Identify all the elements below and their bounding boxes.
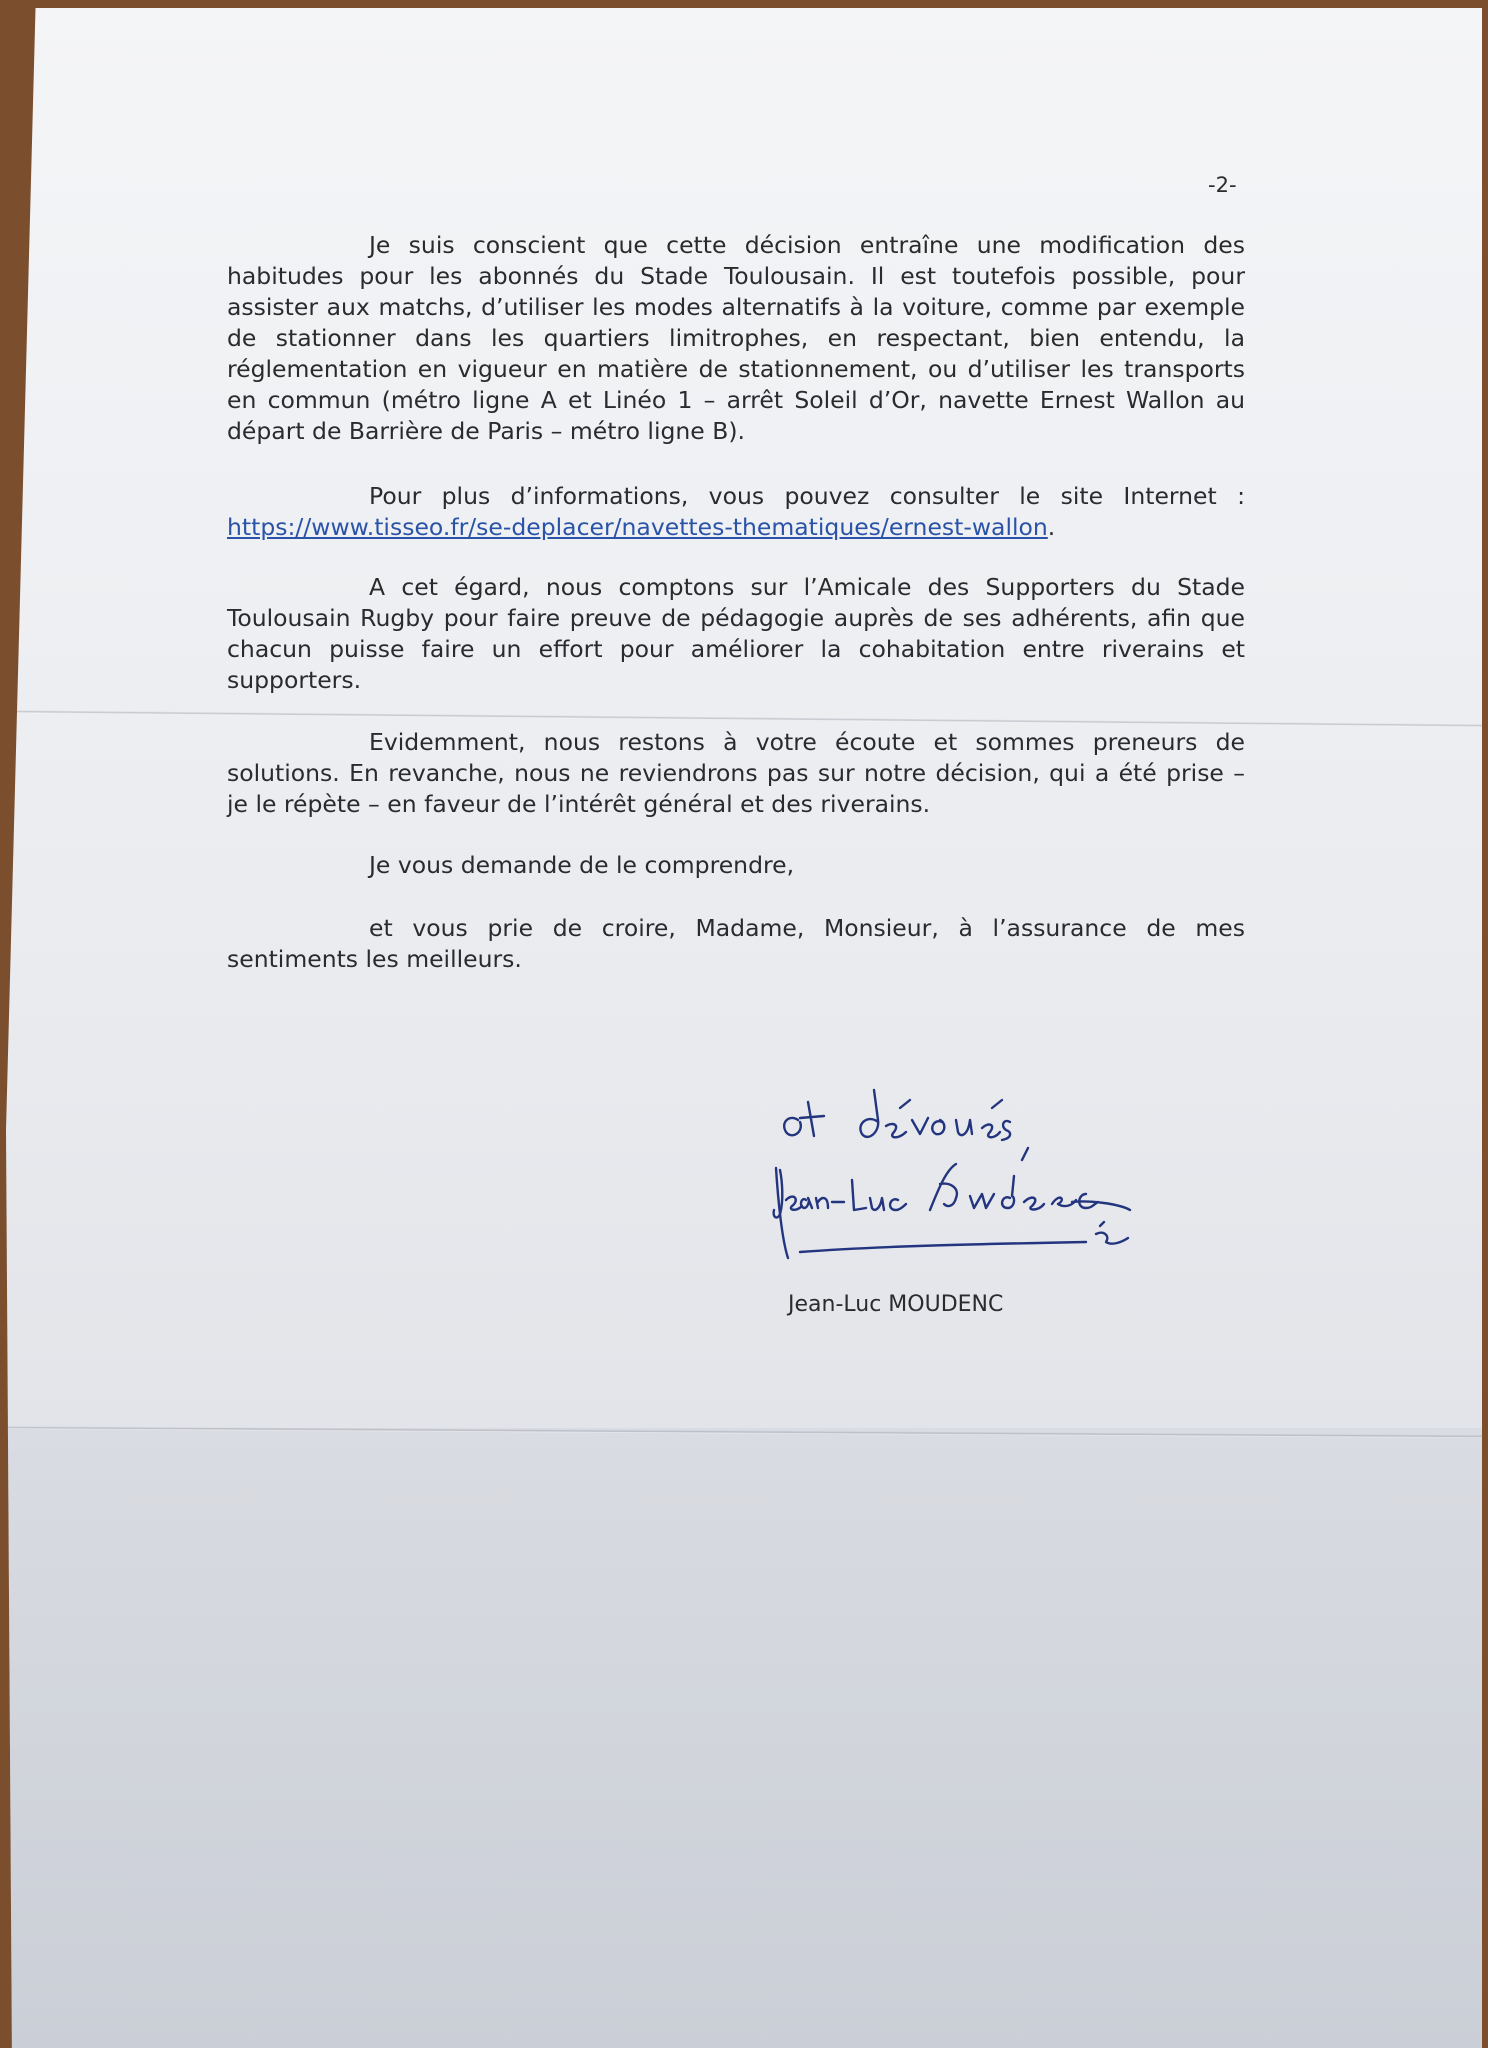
signer-name: Jean-Luc MOUDENC: [788, 1292, 1004, 1317]
paragraph-text: Je vous demande de le comprendre,: [369, 851, 795, 879]
paragraph-transport-alternatives: [227, 230, 1245, 447]
paragraph-supporters-club: [227, 572, 1245, 696]
paragraph-more-info: [227, 481, 1245, 543]
tisseo-link[interactable]: https://www.tisseo.fr/se-deplacer/navettes-thematiques/ernest-wallon: [227, 513, 1048, 541]
paragraph-decision: [227, 727, 1245, 820]
paragraph-text: et vous prie de croire, Madame, Monsieur, à l’assurance de mes sentiments les meilleurs.: [227, 914, 1245, 973]
paragraph-text: Pour plus d’informations, vous pouvez consulter le site Internet :: [369, 482, 1245, 510]
paragraph-closing-formula: [227, 913, 1245, 975]
paragraph-request: [227, 850, 1245, 881]
paragraph-text: A cet égard, nous comptons sur l’Amicale des Supporters du Stade Toulousain Rugby pour faire preuve de pédagogie auprès de ses adhérents, afin que chacun puisse faire un effort pour améliorer la cohabitation entre riverains et supporters.: [227, 573, 1245, 694]
page-number: -2-: [1208, 173, 1237, 197]
sheet-lower-shadow: [6, 1428, 1482, 2048]
handwritten-signature: [760, 1070, 1160, 1270]
paragraph-text: Je suis conscient que cette décision entraîne une modification des habitudes pour les abonnés du Stade Toulousain. Il est toutefois possible, pour assister aux matchs, d’utiliser les modes alternatifs à la voiture, comme par exemple de stationner dans les quartiers limitrophes, en respectant, bien entendu, la réglementation en vigueur en matière de stationnement, ou d’utiliser les transports en commun (métro ligne A et Linéo 1 – arrêt Soleil d’Or, navette Ernest Wallon au départ de Barrière de Paris – métro ligne B).: [227, 231, 1245, 445]
fold-crease-upper: [6, 710, 1482, 727]
paragraph-period: .: [1047, 513, 1056, 541]
paragraph-text: Evidemment, nous restons à votre écoute et sommes preneurs de solutions. En revanche, nous ne reviendrons pas sur notre décision, qui a été prise – je le répète – en faveur de l’intérêt général et des riverains.: [227, 728, 1245, 818]
